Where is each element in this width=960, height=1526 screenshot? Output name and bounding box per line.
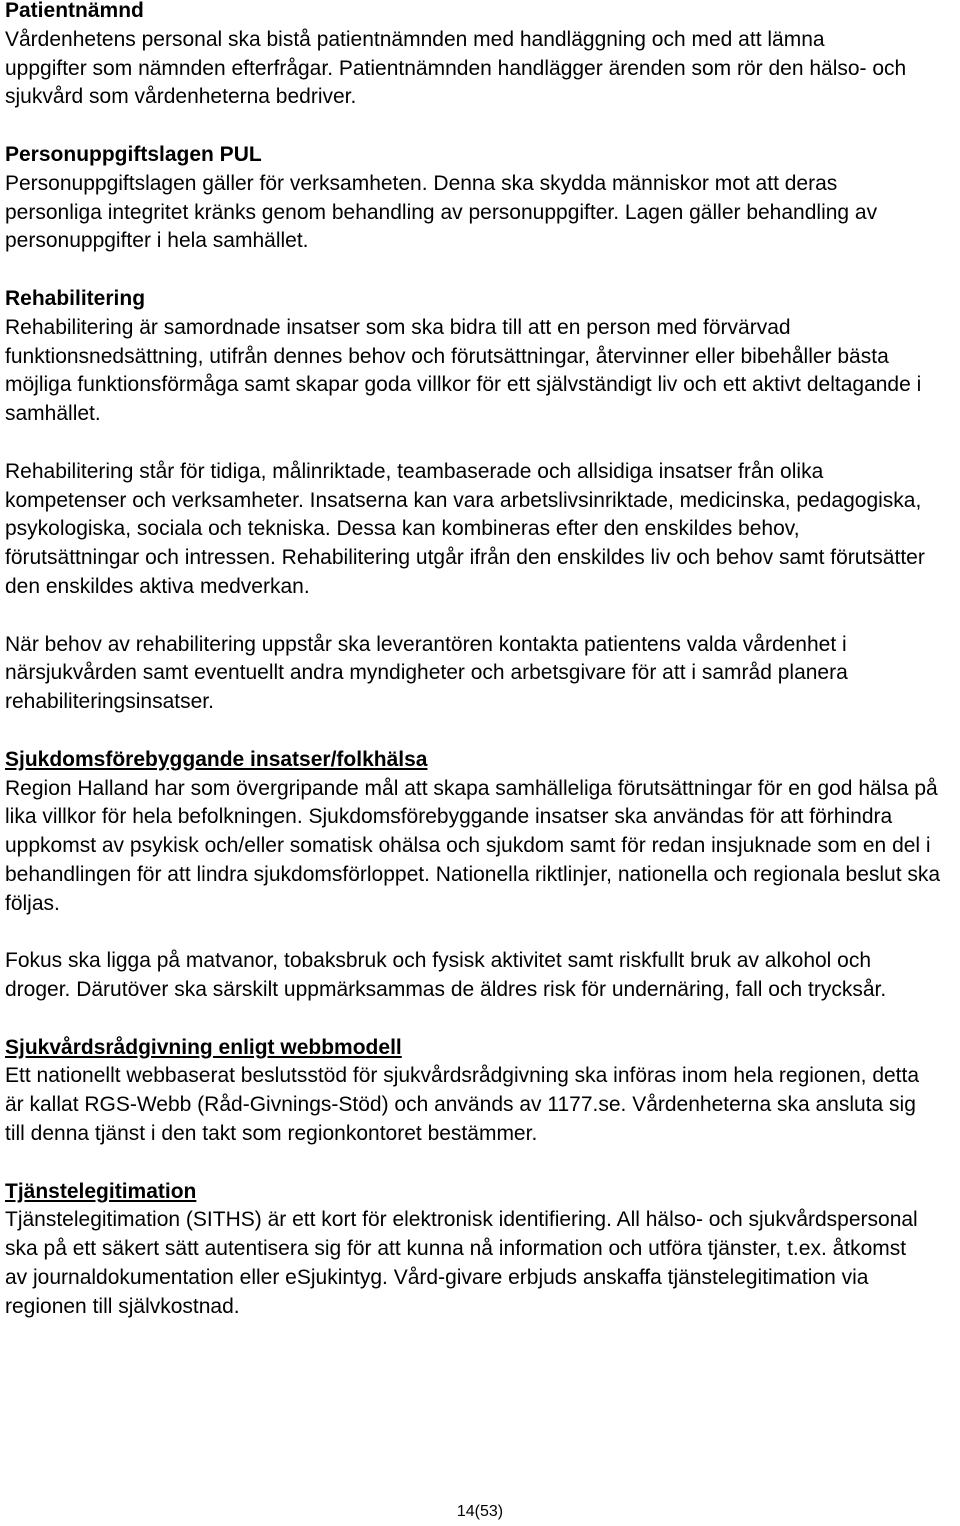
paragraph: Rehabilitering är samordnade insatser som ska bidra till att en person med förvärvad funktionsnedsättning, utifrån dennes behov och förutsättningar, återvinner eller bibehåller bästa möjliga funktionsförmåga samt skapar goda villkor för ett självständigt liv och ett aktivt deltagande i samhället.	[5, 315, 922, 426]
paragraph: Fokus ska ligga på matvanor, tobaksbruk och fysisk aktivitet samt riskfullt bruk av alkohol och droger. Därutöver ska särskilt uppmärksammas de äldres risk för undernäring, fall och trycksår.	[5, 949, 887, 1002]
page-number: 14(53)	[456, 1503, 504, 1520]
paragraph: Vårdenhetens personal ska bistå patientnämnden med handläggning och med att lämna uppgifter som nämnden efterfrågar. Patientnämnden handlägger ärenden som rör den hälso- och sjukvård som vårdenheterna bedriver.	[5, 27, 907, 109]
document-page	[5, 0, 958, 1322]
spacer	[5, 429, 958, 458]
section-rehabilitering	[5, 285, 958, 717]
heading-rehabilitering: Rehabilitering	[5, 286, 146, 310]
spacer	[5, 919, 958, 948]
heading-sjukdomsforebyggande: Sjukdomsförebyggande insatser/folkhälsa	[5, 747, 428, 771]
spacer	[5, 717, 958, 746]
paragraph: Region Halland har som övergripande mål att skapa samhälleliga förutsättningar för en god hälsa på lika villkor för hela befolkningen. Sjukdomsförebyggande insatser ska användas för att förhindra uppkomst av psykisk och/eller somatisk ohälsa och sjukdom samt för redan insjuknade som en del i behandlingen för att lindra sjukdomsförloppet. Nationella riktlinjer, nationella och regionala beslut ska följas.	[5, 776, 941, 915]
spacer	[5, 1005, 958, 1034]
section-patientnamnd	[5, 0, 958, 112]
section-sjukvardsradgivning	[5, 1034, 958, 1149]
heading-sjukvardsradgivning: Sjukvårdsrådgivning enligt webbmodell	[5, 1035, 402, 1059]
spacer	[5, 256, 958, 285]
paragraph: Personuppgiftslagen gäller för verksamheten. Denna ska skydda människor mot att deras personliga integritet kränks genom behandling av personuppgifter. Lagen gäller behandling av personuppgifter i hela samhället.	[5, 171, 878, 253]
spacer	[5, 112, 958, 141]
paragraph: När behov av rehabilitering uppstår ska leverantören kontakta patientens valda vårdenhet i närsjukvården samt eventuellt andra myndigheter och arbetsgivare för att i samråd planera rehabiliteringsinsatser.	[5, 632, 848, 714]
paragraph: Ett nationellt webbaserat beslutsstöd för sjukvårdsrådgivning ska införas inom hela regionen, detta är kallat RGS-Webb (Råd-Givnings-Stöd) och används av 1177.se. Vårdenheterna ska ansluta sig till denna tjänst i den takt som regionkontoret bestämmer.	[5, 1064, 920, 1146]
heading-tjanstelegitimation: Tjänstelegitimation	[5, 1179, 197, 1203]
section-tjanstelegitimation	[5, 1178, 958, 1322]
spacer	[5, 1149, 958, 1178]
spacer	[5, 602, 958, 631]
section-pul	[5, 141, 958, 256]
heading-pul: Personuppgiftslagen PUL	[5, 142, 262, 166]
section-sjukdomsforebyggande	[5, 746, 958, 1005]
paragraph: Rehabilitering står för tidiga, målinriktade, teambaserade och allsidiga insatser från olika kompetenser och verksamheter. Insatserna kan vara arbetslivsinriktade, medicinska, pedagogiska, psykologiska, sociala och tekniska. Dessa kan kombineras efter den enskildes behov, förutsättningar och intressen. Rehabilitering utgår ifrån den enskildes liv och behov samt förutsätter den enskildes aktiva medverkan.	[5, 459, 925, 598]
heading-patientnamnd: Patientnämnd	[5, 0, 144, 22]
paragraph: Tjänstelegitimation (SITHS) är ett kort för elektronisk identifiering. All hälso- och sjukvårdspersonal ska på ett säkert sätt autentisera sig för att kunna nå information och utföra tjänster, t.ex. åtkomst av journaldokumentation eller eSjukintyg. Vård-givare erbjuds anskaffa tjänstelegitimation via regionen till självkostnad.	[5, 1208, 918, 1318]
